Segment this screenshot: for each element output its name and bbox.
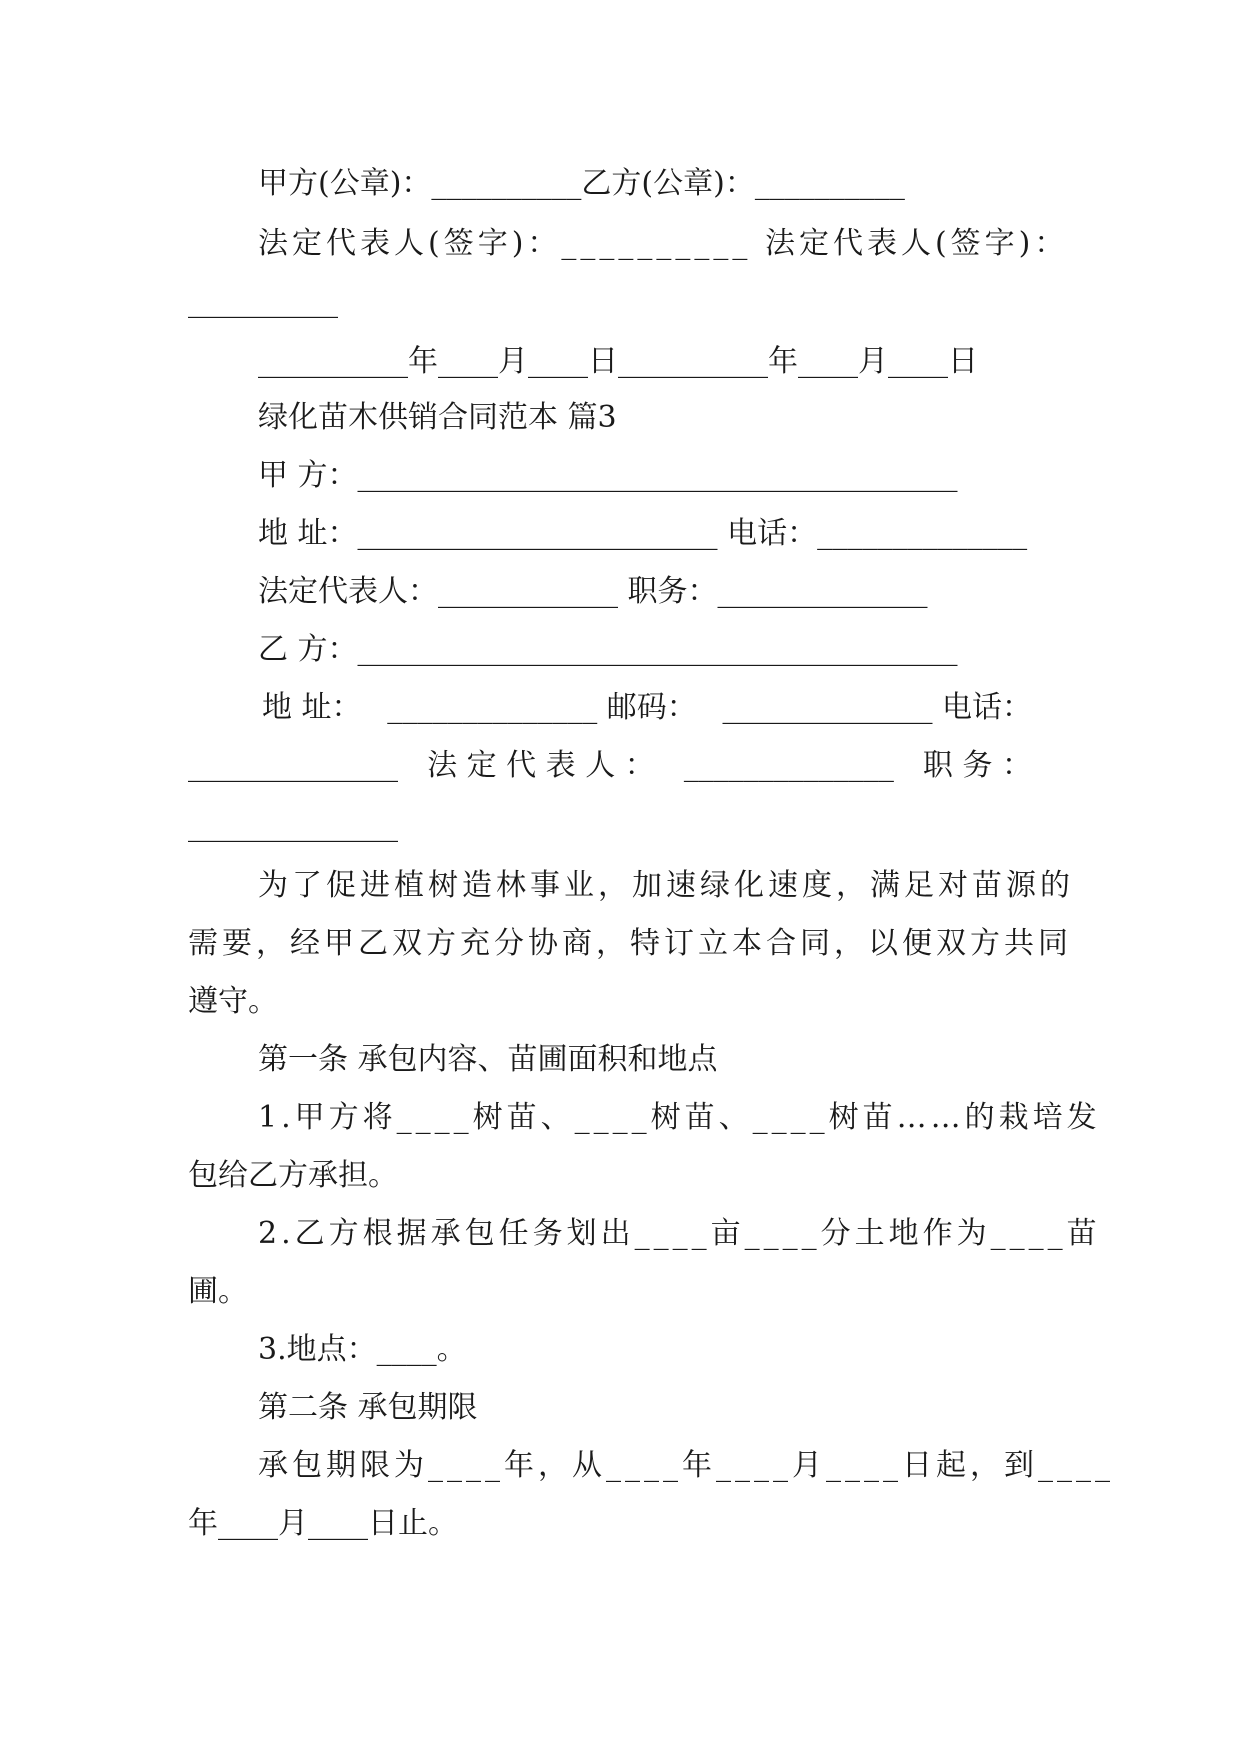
party-b-title-label: 职 务 ：	[922, 748, 1032, 783]
article-1-item-1-line-2: 包给乙方承担。	[188, 1158, 398, 1193]
party-b-rep-blank: ______________	[683, 748, 894, 783]
party-b-representative-line	[188, 746, 1032, 786]
party-a-line: 甲 方：________________________________________	[258, 458, 958, 493]
signature-date-line: __________年____月____日__________年____月____日	[258, 344, 978, 379]
article-1-item-1-line-1: 1.甲方将____树苗、____树苗、____树苗……的栽培发	[258, 1100, 1101, 1135]
article-1-title: 第一条 承包内容、苗圃面积和地点	[258, 1042, 718, 1077]
party-a-representative-line: 法定代表人：____________ 职务：______________	[258, 574, 928, 609]
signature-line-seals: 甲方(公章)：__________乙方(公章)：__________	[258, 166, 905, 201]
article-1-item-2-line-1: 2.乙方根据承包任务划出____亩____分土地作为____苗	[258, 1216, 1101, 1251]
party-b-address-label: 地 址：	[262, 690, 362, 725]
article-1-item-3: 3.地点：____。	[258, 1332, 467, 1367]
article-2-line-1: 承包期限为____年，从____年____月____日起，到____	[258, 1448, 1114, 1483]
preamble-line-3: 遵守。	[188, 984, 278, 1019]
party-b-phone-blank: ______________	[188, 748, 398, 783]
party-b-line: 乙 方：________________________________________	[258, 632, 958, 667]
section-heading: 绿化苗木供销合同范本 篇3	[258, 400, 617, 435]
party-b-address-line	[262, 688, 1032, 728]
signature-line-representatives-cont: __________	[188, 284, 338, 319]
party-b-title-blank: ______________	[188, 808, 398, 843]
signature-line-representatives: 法定代表人(签字)：__________ 法定代表人(签字)：	[258, 226, 1069, 261]
article-1-item-2-line-2: 圃。	[188, 1274, 248, 1309]
preamble-line-2: 需要，经甲乙双方充分协商，特订立本合同，以便双方共同	[188, 926, 1072, 961]
party-b-postcode-label: ______________ 邮码：	[387, 690, 697, 725]
party-b-rep-label: 法 定 代 表 人 ：	[427, 748, 655, 783]
party-a-address-line: 地 址：________________________ 电话：______________	[258, 516, 1028, 551]
preamble-line-1: 为了促进植树造林事业，加速绿化速度，满足对苗源的	[258, 868, 1074, 903]
article-2-line-2: 年____月____日止。	[188, 1506, 458, 1541]
party-b-phone-label: ______________ 电话：	[722, 690, 1032, 725]
article-2-title: 第二条 承包期限	[258, 1390, 478, 1425]
